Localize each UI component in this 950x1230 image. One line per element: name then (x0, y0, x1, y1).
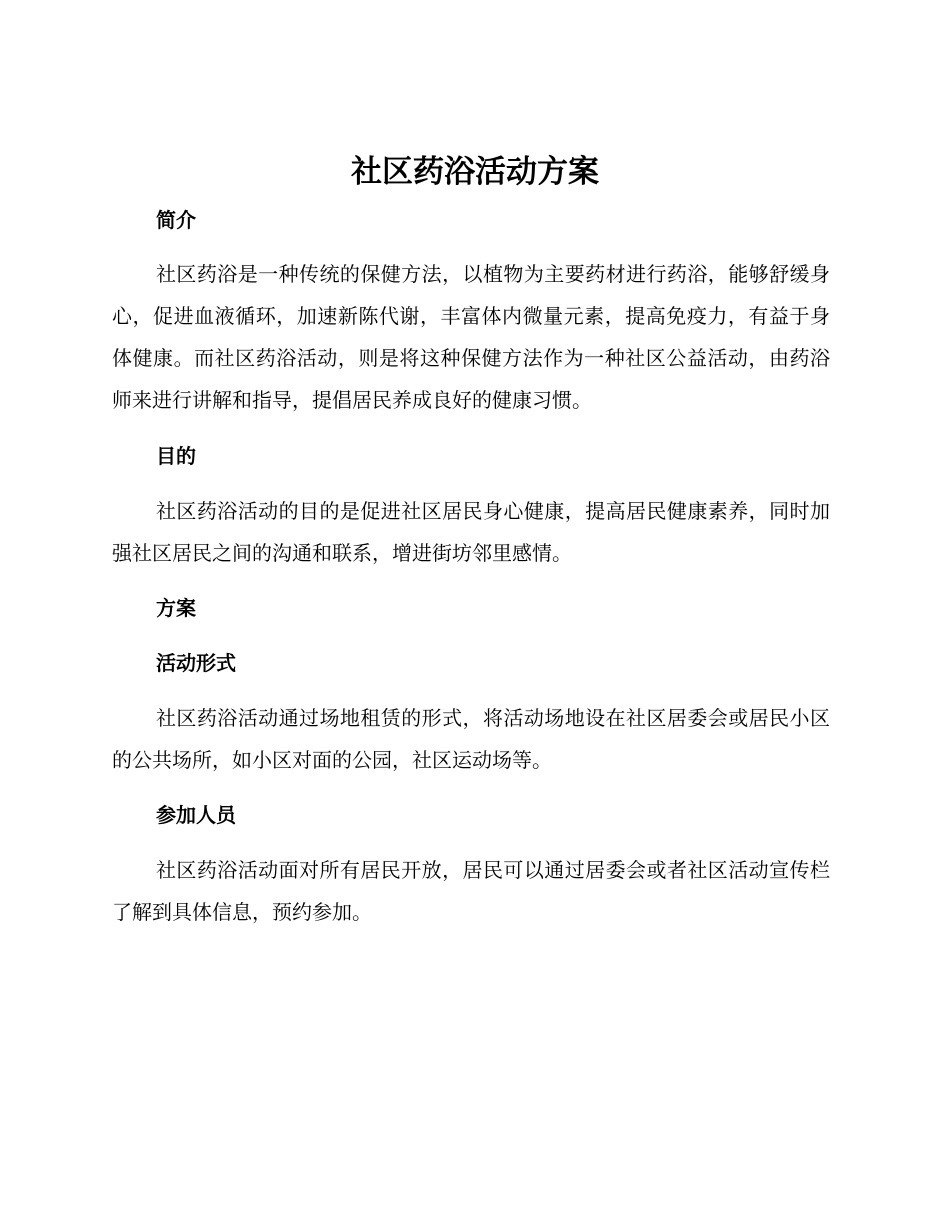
section-paragraph-purpose: 社区药浴活动的目的是促进社区居民身心健康，提高居民健康素养，同时加强社区居民之间的沟通和联系，增进街坊邻里感情。 (112, 499, 830, 565)
section-heading-intro: 简介 (156, 208, 196, 232)
document-title: 社区药浴活动方案 (351, 154, 599, 190)
section-paragraph-format: 社区药浴活动通过场地租赁的形式，将活动场地设在社区居委会或居民小区的公共场所，如小区对面的公园，社区运动场等。 (112, 706, 830, 772)
section-heading-format: 活动形式 (156, 651, 236, 675)
section-paragraph-participants: 社区药浴活动面对所有居民开放，居民可以通过居委会或者社区活动宣传栏了解到具体信息，预约参加。 (112, 858, 830, 924)
section-heading-purpose: 目的 (156, 444, 196, 468)
section-paragraph-intro: 社区药浴是一种传统的保健方法，以植物为主要药材进行药浴，能够舒缓身心，促进血液循环，加速新陈代谢，丰富体内微量元素，提高免疫力，有益于身体健康。而社区药浴活动，则是将这种保健方法作为一种社区公益活动，由药浴师来进行讲解和指导，提倡居民养成良好的健康习惯。 (112, 262, 830, 412)
section-heading-plan: 方案 (156, 596, 196, 620)
section-heading-participants: 参加人员 (156, 803, 236, 827)
